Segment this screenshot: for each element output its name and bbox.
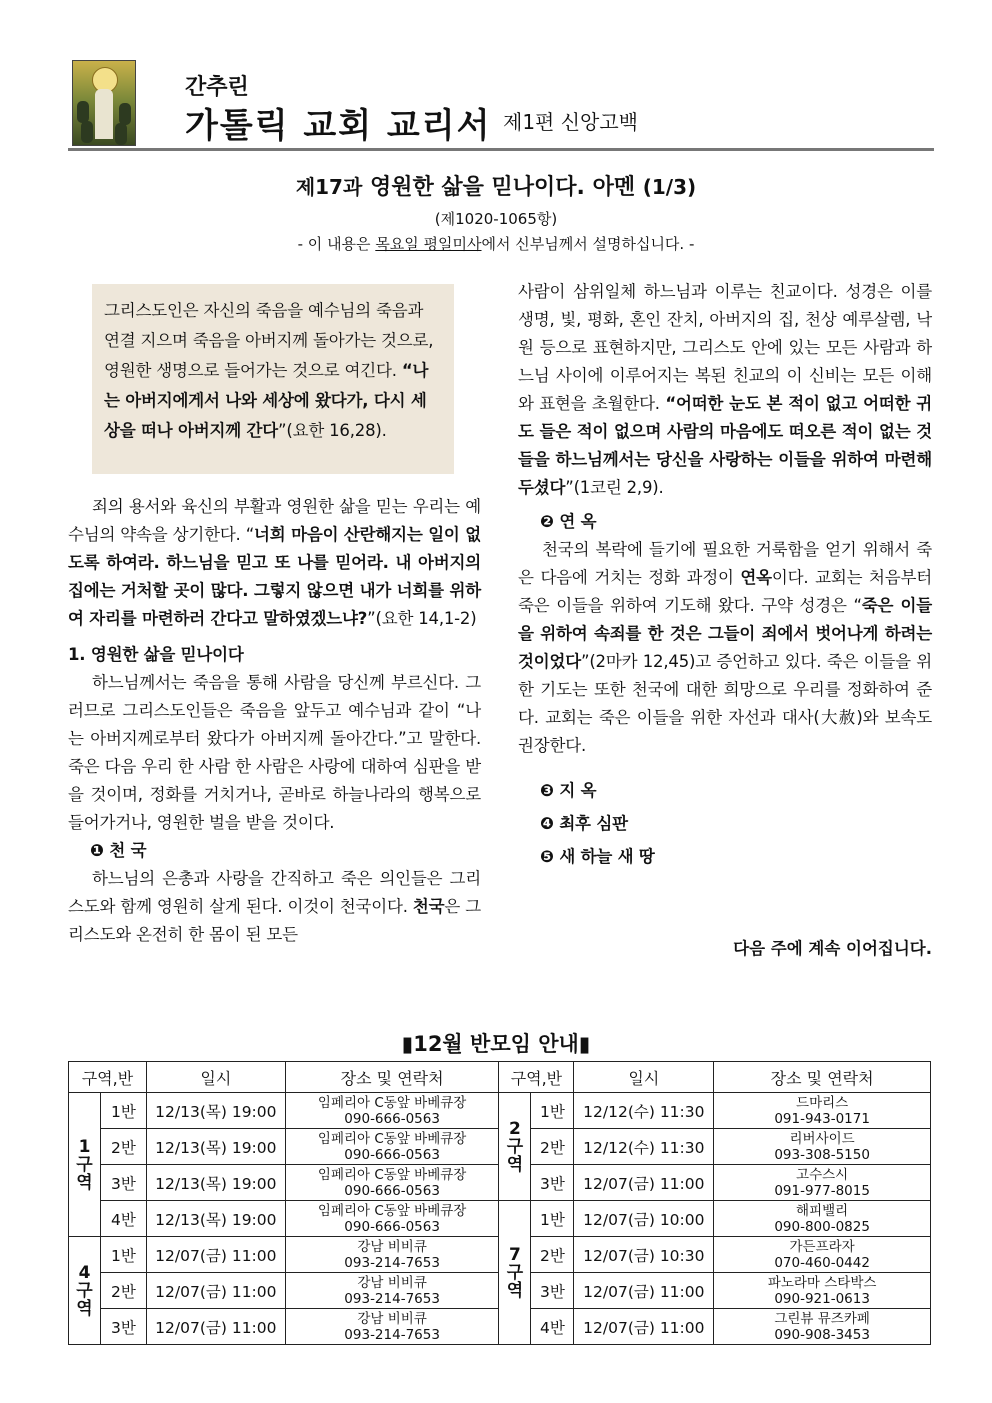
paragraph: 천국의 복락에 들기에 필요한 거룩함을 얻기 위해서 죽은 다음에 거치는 정화 과정이 연옥이다. 교회는 처음부터 죽은 이들을 위하여 기도해 왔다. 구약 성경은 “죽은 이들을 위하여 속죄를 한 것은 그들이 죄에서 벗어나게 하려는 것이었다”(2마카 12,45)고 증언하고 있다. 죽은 이들을 위한 기도는 또한 천국에 대한 희망으로 우리를 정화하여 준다. 교회는 죽은 이들을 위한 자선과 대사(大赦)와 보속도 권장한다.: [518, 540, 932, 755]
place-phone: 090-908-3453: [774, 1326, 870, 1343]
place-cell: [285, 1201, 499, 1237]
col-header: 장소 및 연락처: [285, 1062, 499, 1093]
paragraph: 사람이 삼위일체 하느님과 이루는 친교이다. 성경은 이를 생명, 빛, 평화, 혼인 잔치, 아버지의 집, 천상 예루살렘, 낙원 등으로 표현하지만, 그리스도 안에 있는 모든 사람과 하느님 사이에 이루어지는 복된 친교의 이 신비는 모든 이해와 표현을 초월한다. “어떠한 눈도 본 적이 없고 어떠한 귀도 들은 적이 없으며 사람의 마음에도 떠오른 적이 없는 것들을 하느님께서는 당신을 사랑하는 이들을 위하여 마련해 두셨다”(1코린 2,9).: [518, 282, 932, 497]
place-cell: [714, 1093, 931, 1129]
subsection-heading: ❹ 최후 심판: [540, 814, 628, 833]
col-header: 구역,반: [69, 1062, 147, 1093]
place-name: 강남 비비큐: [357, 1274, 427, 1291]
ban-cell: 3반: [100, 1165, 146, 1201]
place-cell: [285, 1273, 499, 1309]
place-phone: 093-214-7653: [344, 1290, 440, 1307]
lesson-ref: (제1020-1065항): [434, 210, 558, 228]
place-cell: [285, 1237, 499, 1273]
date-cell: 12/07(금) 11:00: [574, 1309, 714, 1345]
place-cell: [714, 1129, 931, 1165]
place-phone: 093-308-5150: [774, 1146, 870, 1163]
place-cell: [714, 1165, 931, 1201]
region-label: 4 구 역: [69, 1237, 101, 1345]
section-heading: 1. 영원한 삶을 믿나이다: [68, 645, 244, 664]
date-cell: 12/12(수) 11:30: [574, 1129, 714, 1165]
date-cell: 12/13(목) 19:00: [146, 1129, 285, 1165]
summary-box: 그리스도인은 자신의 죽음을 예수님의 죽음과 연결 지으며 죽음을 아버지께 돌아가는 것으로, 영원한 생명으로 들어가는 것으로 여긴다. “나는 아버지에게서 나와 세상에 왔다가, 다시 세상을 떠나 아버지께 간다”(요한 16,28).: [92, 284, 454, 474]
schedule-title: ▮12월 반모임 안내▮: [401, 1032, 591, 1056]
region-label: 1 구 역: [69, 1093, 101, 1237]
col-header: 장소 및 연락처: [714, 1062, 931, 1093]
date-cell: 12/07(금) 11:00: [146, 1237, 285, 1273]
table-row: [69, 1201, 931, 1237]
place-phone: 090-800-0825: [774, 1218, 870, 1235]
date-cell: 12/07(금) 11:00: [574, 1273, 714, 1309]
ban-cell: 1반: [531, 1093, 574, 1129]
place-phone: 070-460-0442: [774, 1254, 870, 1271]
ban-cell: 1반: [100, 1237, 146, 1273]
place-name: 드마리스: [796, 1094, 849, 1111]
header-part: 제1편 신앙고백: [503, 110, 639, 134]
place-name: 고수스시: [796, 1166, 849, 1183]
col-header: 구역,반: [499, 1062, 574, 1093]
continued-note: 다음 주에 계속 이어집니다.: [733, 939, 932, 958]
place-name: 임페리아 C동앞 바베큐장: [317, 1094, 467, 1111]
place-phone: 091-977-8015: [774, 1182, 870, 1199]
date-cell: 12/07(금) 10:30: [574, 1237, 714, 1273]
lesson-note: - 이 내용은 목요일 평일미사에서 신부님께서 설명하십니다. -: [297, 235, 695, 253]
date-cell: 12/07(금) 11:00: [146, 1309, 285, 1345]
region-label: 2 구 역: [499, 1093, 531, 1201]
place-phone: 093-214-7653: [344, 1326, 440, 1343]
place-cell: [714, 1273, 931, 1309]
ban-cell: 4반: [100, 1201, 146, 1237]
subsection-heading: ❺ 새 하늘 새 땅: [540, 847, 655, 866]
place-cell: [285, 1165, 499, 1201]
ban-cell: 2반: [100, 1273, 146, 1309]
place-phone: 090-921-0613: [774, 1290, 870, 1307]
subsection-heading: ❶ 천 국: [90, 841, 147, 860]
place-name: 그린뷰 뮤즈카페: [774, 1310, 870, 1327]
place-name: 임페리아 C동앞 바베큐장: [317, 1166, 467, 1183]
schedule-table: [68, 1061, 931, 1345]
place-name: 임페리아 C동앞 바베큐장: [317, 1130, 467, 1147]
place-cell: [714, 1201, 931, 1237]
ban-cell: 3반: [531, 1165, 574, 1201]
place-name: 리버사이드: [789, 1130, 855, 1147]
place-name: 해피밸리: [796, 1202, 849, 1219]
place-cell: [285, 1129, 499, 1165]
place-phone: 090-666-0563: [344, 1218, 440, 1235]
place-name: 임페리아 C동앞 바베큐장: [317, 1202, 467, 1219]
jesus-icon-logo: [72, 60, 136, 146]
date-cell: 12/07(금) 10:00: [574, 1201, 714, 1237]
date-cell: 12/07(금) 11:00: [146, 1273, 285, 1309]
place-name: 가든프라자: [789, 1238, 855, 1255]
table-row: [69, 1093, 931, 1129]
ban-cell: 2반: [100, 1129, 146, 1165]
place-cell: [285, 1309, 499, 1345]
place-phone: 090-666-0563: [344, 1182, 440, 1199]
place-name: 파노라마 스타박스: [767, 1274, 877, 1291]
ban-cell: 1반: [100, 1093, 146, 1129]
place-phone: 091-943-0171: [774, 1110, 870, 1127]
right-column: [518, 278, 932, 873]
date-cell: 12/13(목) 19:00: [146, 1093, 285, 1129]
place-phone: 090-666-0563: [344, 1146, 440, 1163]
header-big-title: 가톨릭 교회 교리서: [185, 106, 492, 146]
date-cell: 12/13(목) 19:00: [146, 1201, 285, 1237]
col-header: 일시: [574, 1062, 714, 1093]
left-column: [68, 493, 481, 949]
place-phone: 093-214-7653: [344, 1254, 440, 1271]
paragraph: 하느님의 은총과 사랑을 간직하고 죽은 의인들은 그리스도와 함께 영원히 살게 된다. 이것이 천국이다. 천국은 그리스도와 온전히 한 몸이 된 모든: [68, 869, 481, 944]
ban-cell: 2반: [531, 1129, 574, 1165]
date-cell: 12/12(수) 11:30: [574, 1093, 714, 1129]
ban-cell: 4반: [531, 1309, 574, 1345]
place-phone: 090-666-0563: [344, 1110, 440, 1127]
place-name: 강남 비비큐: [357, 1238, 427, 1255]
place-name: 강남 비비큐: [357, 1310, 427, 1327]
col-header: 일시: [146, 1062, 285, 1093]
subsection-heading: ❷ 연 옥: [540, 512, 597, 531]
table-header-row: [69, 1062, 931, 1093]
ban-cell: 3반: [100, 1309, 146, 1345]
header-small-title: 간추린: [185, 75, 249, 100]
ban-cell: 2반: [531, 1237, 574, 1273]
paragraph: 하느님께서는 죽음을 통해 사람을 당신께 부르신다. 그러므로 그리스도인들은 죽음을 앞두고 예수님과 같이 “나는 아버지께로부터 왔다가 아버지께 돌아간다.”고 말한다. 죽은 다음 우리 한 사람 한 사람은 사랑에 대하여 심판을 받을 것이며, 정화를 거치거나, 곧바로 하늘나라의 행복으로 들어가거나, 영원한 벌을 받을 것이다.: [68, 673, 481, 832]
place-cell: [714, 1237, 931, 1273]
region-label: 7 구 역: [499, 1201, 531, 1345]
place-cell: [714, 1309, 931, 1345]
place-cell: [285, 1093, 499, 1129]
date-cell: 12/13(목) 19:00: [146, 1165, 285, 1201]
subsection-heading: ❸ 지 옥: [540, 781, 597, 800]
header-divider: [68, 148, 934, 151]
ban-cell: 3반: [531, 1273, 574, 1309]
lesson-title: 제17과 영원한 삶을 믿나이다. 아멘 (1/3): [295, 175, 697, 200]
paragraph: 죄의 용서와 육신의 부활과 영원한 삶을 믿는 우리는 예수님의 약속을 상기한다. “너희 마음이 산란해지는 일이 없도록 하여라. 하느님을 믿고 또 나를 믿어라. 내 아버지의 집에는 거처할 곳이 많다. 그렇지 않으면 내가 너희를 위하여 자리를 마련하러 간다고 말하였겠느냐?”(요한 14,1-2): [68, 497, 481, 628]
ban-cell: 1반: [531, 1201, 574, 1237]
date-cell: 12/07(금) 11:00: [574, 1165, 714, 1201]
